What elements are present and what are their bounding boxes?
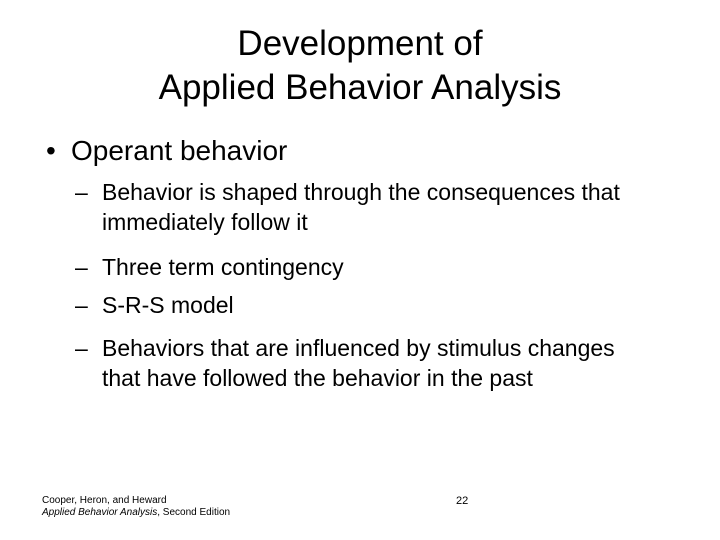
footer-edition: , Second Edition (157, 507, 231, 518)
dash-icon: – (75, 335, 88, 361)
sub-bullet-text: S-R-S model (102, 292, 234, 318)
bullet-operant-behavior (46, 134, 287, 168)
slide-title (0, 22, 720, 110)
title-line-2: Applied Behavior Analysis (158, 68, 562, 107)
sub-bullet-shaped-behavior (75, 177, 715, 237)
dash-icon: – (75, 292, 88, 318)
bullet-text: Operant behavior (71, 135, 288, 166)
footer-authors: Cooper, Heron, and Heward (42, 495, 167, 506)
footer-citation (42, 495, 230, 519)
footer-book-title: Applied Behavior Analysis (42, 507, 158, 518)
sub-bullet-three-term (75, 252, 695, 282)
sub-bullet-text: Three term contingency (102, 254, 344, 280)
dash-icon: – (75, 254, 88, 280)
footer-book (42, 507, 230, 519)
bullet-dot-icon: • (46, 135, 56, 166)
title-line-1: Development of (237, 24, 483, 63)
page-number: 22 (456, 495, 469, 507)
sub-bullet-srs-model (75, 290, 695, 320)
sub-bullet-text: Behaviors that are influenced by stimulus changes that have followed the behavior in the past (102, 335, 615, 391)
dash-icon: – (75, 179, 88, 205)
sub-bullet-text: Behavior is shaped through the consequences that immediately follow it (102, 179, 620, 235)
sub-bullet-stimulus-changes (75, 333, 655, 393)
